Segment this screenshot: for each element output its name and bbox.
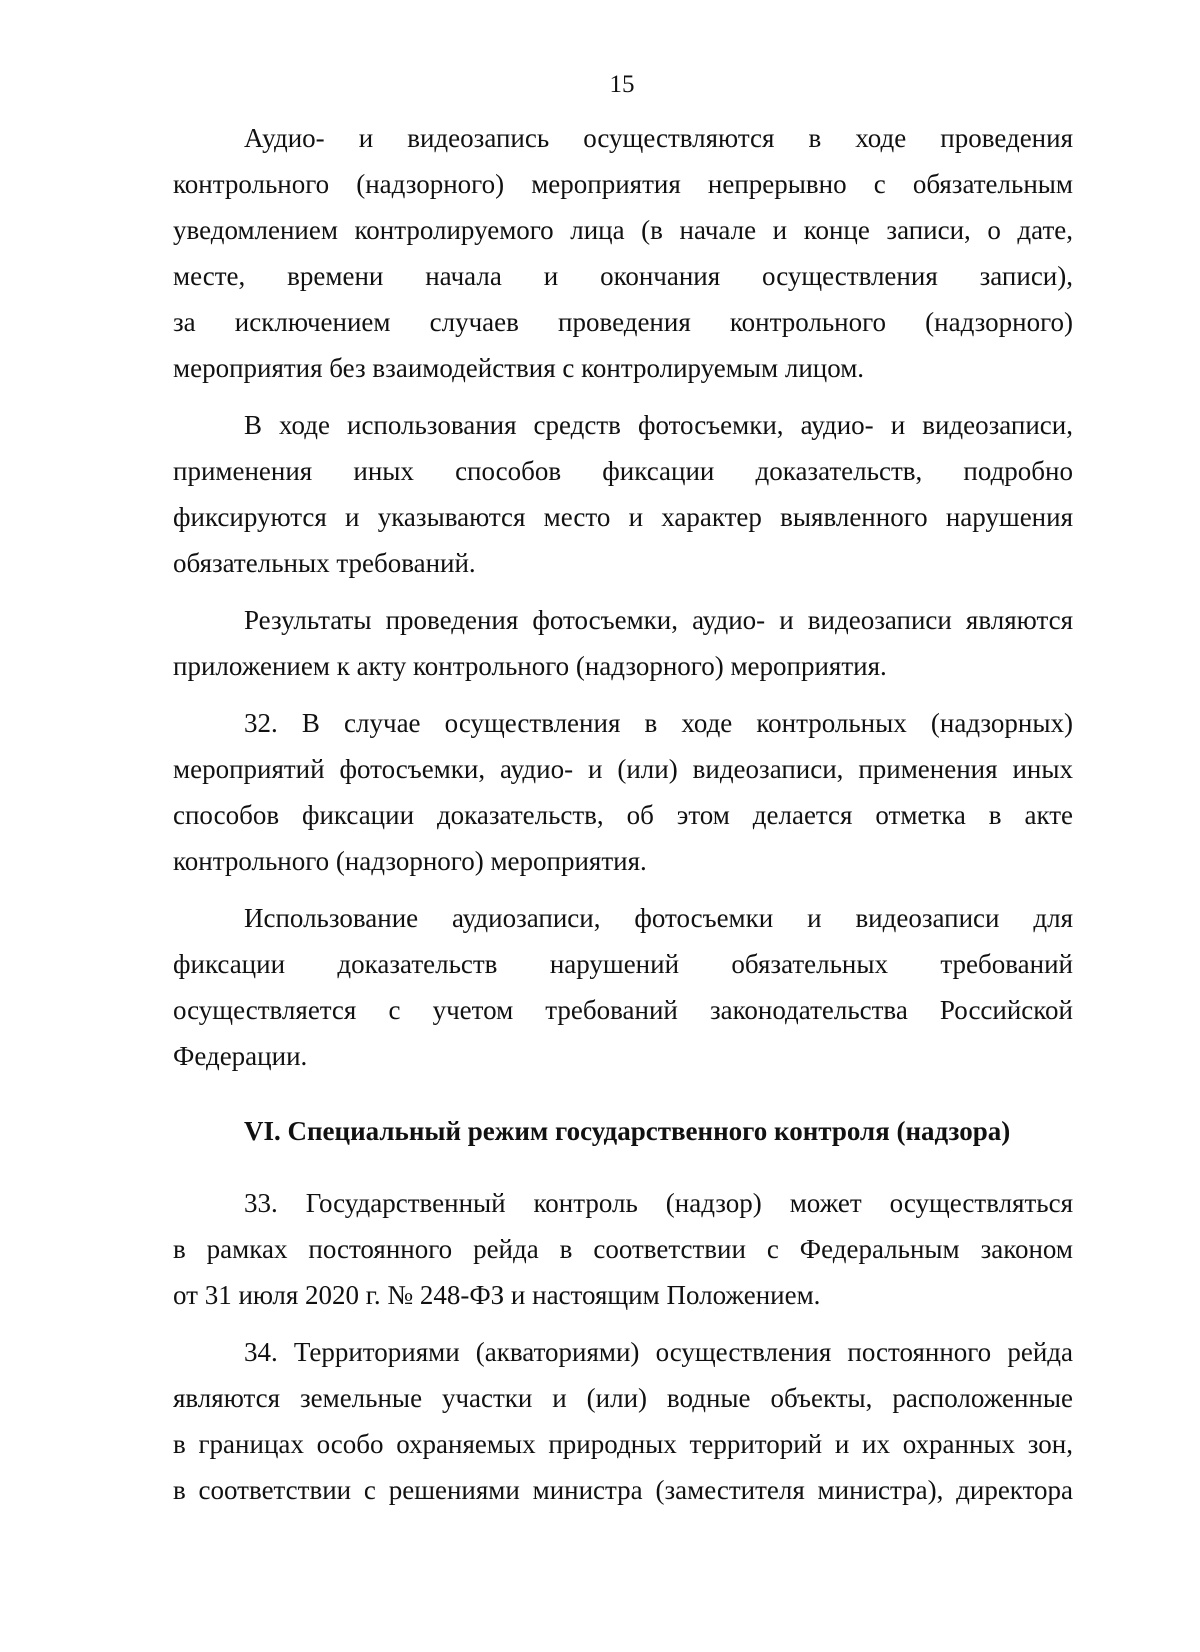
text-line: осуществляется с учетом требований законодательства Российской <box>173 995 1073 1025</box>
text-line: мероприятий фотосъемки, аудио- и (или) видеозаписи, применения иных <box>173 754 1073 784</box>
text-line: Аудио- и видеозапись осуществляются в ходе проведения <box>244 123 1073 153</box>
text-line: Использование аудиозаписи, фотосъемки и видеозаписи для <box>244 903 1073 933</box>
text-line: фиксируются и указываются место и характер выявленного нарушения <box>173 502 1073 532</box>
text-line: 34. Территориями (акваториями) осуществления постоянного рейда <box>244 1337 1073 1367</box>
text-line: мероприятия без взаимодействия с контролируемым лицом. <box>173 353 865 383</box>
section-heading: VI. Специальный режим государственного контроля (надзора) <box>244 1116 1011 1146</box>
text-line: от 31 июля 2020 г. № 248-ФЗ и настоящим Положением. <box>173 1280 821 1310</box>
text-line: обязательных требований. <box>173 548 476 578</box>
text-line: являются земельные участки и (или) водные объекты, расположенные <box>173 1383 1073 1413</box>
text-line: в соответствии с решениями министра (заместителя министра), директора <box>173 1475 1073 1505</box>
text-line: применения иных способов фиксации доказательств, подробно <box>173 456 1073 486</box>
text-line: контрольного (надзорного) мероприятия непрерывно с обязательным <box>173 169 1073 199</box>
text-line: уведомлением контролируемого лица (в начале и конце записи, о дате, <box>173 215 1073 245</box>
page-number: 15 <box>609 71 635 98</box>
text-line: Результаты проведения фотосъемки, аудио- и видеозаписи являются <box>244 605 1073 635</box>
text-line: в границах особо охраняемых природных территорий и их охранных зон, <box>173 1429 1073 1459</box>
text-line: приложением к акту контрольного (надзорного) мероприятия. <box>173 651 887 681</box>
text-line: контрольного (надзорного) мероприятия. <box>173 846 647 876</box>
text-line: 32. В случае осуществления в ходе контрольных (надзорных) <box>244 708 1073 738</box>
text-line: Федерации. <box>173 1041 308 1071</box>
text-line: фиксации доказательств нарушений обязательных требований <box>173 949 1073 979</box>
text-line: месте, времени начала и окончания осуществления записи), <box>173 261 1073 291</box>
text-line: за исключением случаев проведения контрольного (надзорного) <box>173 307 1073 337</box>
text-line: В ходе использования средств фотосъемки, аудио- и видеозаписи, <box>244 410 1073 440</box>
text-line: 33. Государственный контроль (надзор) может осуществляться <box>244 1188 1073 1218</box>
text-line: способов фиксации доказательств, об этом делается отметка в акте <box>173 800 1073 830</box>
text-line: в рамках постоянного рейда в соответствии с Федеральным законом <box>173 1234 1073 1264</box>
